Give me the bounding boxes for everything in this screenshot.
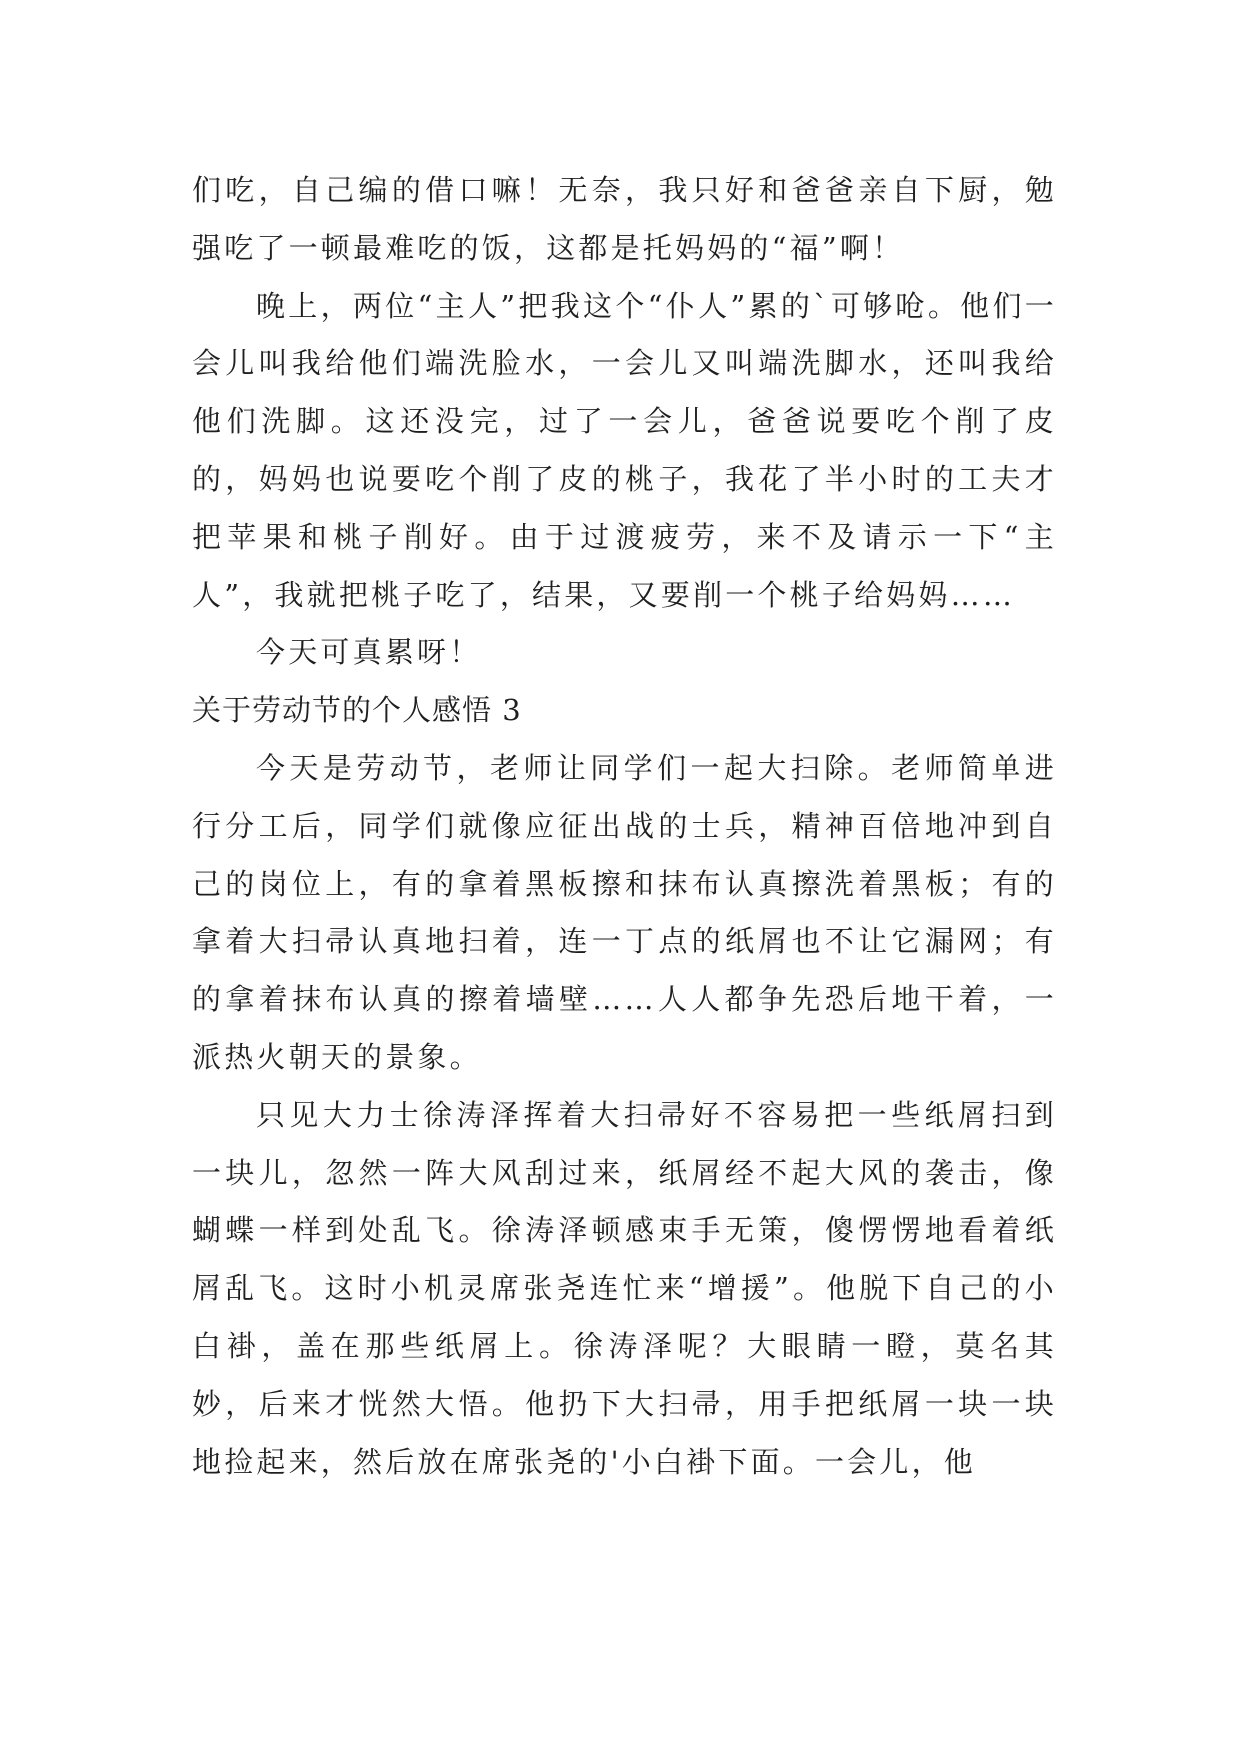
- section-heading: 关于劳动节的个人感悟 3: [192, 693, 522, 728]
- paragraph: 只见大力士徐涛泽挥着大扫帚好不容易把一些纸屑扫到一块儿，忽然一阵大风刮过来，纸屑经不起大风的袭击，像蝴蝶一样到处乱飞。徐涛泽顿感束手无策，傻愣愣地看着纸屑乱飞。这时小机灵席张尧连忙来“增援”。他脱下自己的小白褂，盖在那些纸屑上。徐涛泽呢？大眼睛一瞪，莫名其妙，后来才恍然大悟。他扔下大扫帚，用手把纸屑一块一块地捡起来，然后放在席张尧的'小白褂下面。一会儿，他: [192, 1097, 1057, 1479]
- paragraph: 们吃，自己编的借口嘛！无奈，我只好和爸爸亲自下厨，勉强吃了一顿最难吃的饭，这都是托妈妈的“福”啊！: [192, 173, 1057, 265]
- paragraph: 今天是劳动节，老师让同学们一起大扫除。老师简单进行分工后，同学们就像应征出战的士兵，精神百倍地冲到自己的岗位上，有的拿着黑板擦和抹布认真擦洗着黑板；有的拿着大扫帚认真地扫着，连一丁点的纸屑也不让它漏网；有的拿着抹布认真的擦着墙壁……人人都争先恐后地干着，一派热火朝天的景象。: [192, 750, 1057, 1074]
- paragraph: 晚上，两位“主人”把我这个“仆人”累的`可够呛。他们一会儿叫我给他们端洗脸水，一会儿又叫端洗脚水，还叫我给他们洗脚。这还没完，过了一会儿，爸爸说要吃个削了皮的，妈妈也说要吃个削了皮的桃子，我花了半小时的工夫才把苹果和桃子削好。由于过渡疲劳，来不及请示一下“主人”，我就把桃子吃了，结果，又要削一个桃子给妈妈……: [192, 288, 1057, 612]
- paragraph: 今天可真累呀！: [256, 635, 482, 670]
- document-body: [192, 162, 1057, 1491]
